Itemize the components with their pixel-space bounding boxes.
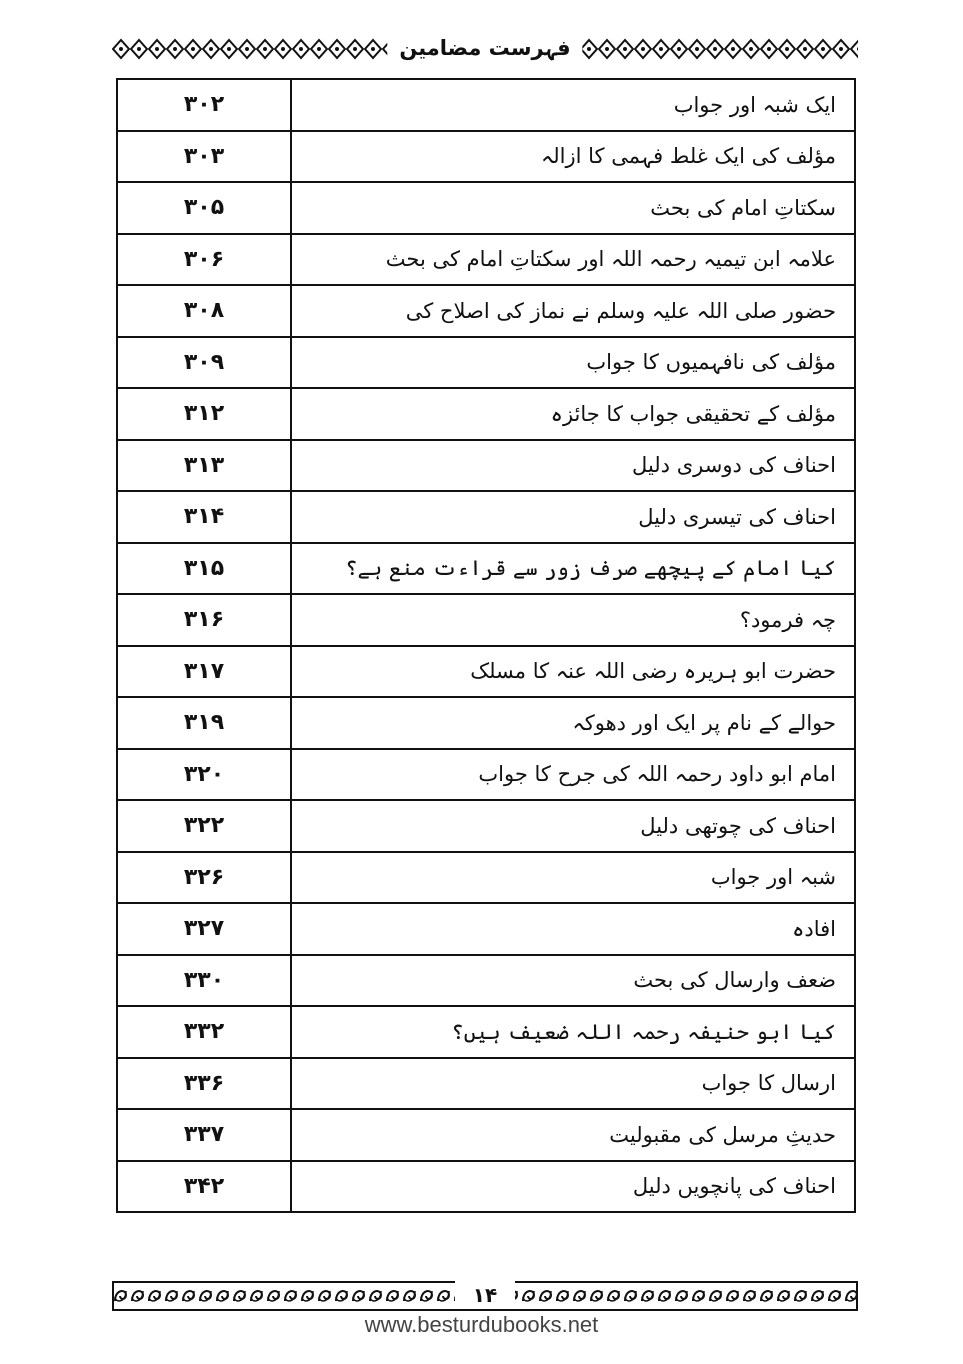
table-row xyxy=(117,79,855,131)
footer-ornament-band xyxy=(112,1281,858,1311)
table-row xyxy=(117,285,855,337)
table-row xyxy=(117,594,855,646)
page-number-cell: ۳۲۶ xyxy=(117,852,291,904)
page-number-cell: ۳۲۲ xyxy=(117,800,291,852)
topic-title-cell: ضعف وارسال کی بحث xyxy=(291,955,855,1007)
table-row xyxy=(117,1006,855,1058)
topic-title-cell: مؤلف کی ایک غلط فہمی کا ازالہ xyxy=(291,131,855,183)
page-number-cell: ۳۱۷ xyxy=(117,646,291,698)
page-number-cell: ۳۱۴ xyxy=(117,491,291,543)
topic-title-cell: مؤلف کی نافہمیوں کا جواب xyxy=(291,337,855,389)
table-row xyxy=(117,543,855,595)
topic-title-cell: مؤلف کے تحقیقی جواب کا جائزہ xyxy=(291,388,855,440)
page-number-cell: ۳۳۶ xyxy=(117,1058,291,1110)
page-number-cell: ۳۰۳ xyxy=(117,131,291,183)
page-title: فہرست مضامین xyxy=(387,34,582,62)
topic-title-cell: سکتاتِ امام کی بحث xyxy=(291,182,855,234)
page-number-cell: ۳۰۲ xyxy=(117,79,291,131)
topic-title-cell: ایک شبہ اور جواب xyxy=(291,79,855,131)
table-row xyxy=(117,1058,855,1110)
page-number-cell: ۳۰۹ xyxy=(117,337,291,389)
table-row xyxy=(117,234,855,286)
page-number: ۱۴ xyxy=(455,1281,515,1309)
table-row xyxy=(117,646,855,698)
page-number-cell: ۳۲۷ xyxy=(117,903,291,955)
table-row xyxy=(117,903,855,955)
table-row xyxy=(117,1109,855,1161)
topic-title-cell: حضرت ابو ہریرہ رضی اللہ عنہ کا مسلک xyxy=(291,646,855,698)
page-number-cell: ۳۰۶ xyxy=(117,234,291,286)
contents-table xyxy=(116,78,856,1213)
table-row xyxy=(117,131,855,183)
table-row xyxy=(117,852,855,904)
page-number-cell: ۳۱۵ xyxy=(117,543,291,595)
table-row xyxy=(117,337,855,389)
page-number-cell: ۳۱۲ xyxy=(117,388,291,440)
table-row xyxy=(117,182,855,234)
topic-title-cell: احناف کی تیسری دلیل xyxy=(291,491,855,543)
topic-title-cell: احناف کی پانچویں دلیل xyxy=(291,1161,855,1213)
page-number-cell: ۳۳۰ xyxy=(117,955,291,1007)
page-number-cell: ۳۱۹ xyxy=(117,697,291,749)
topic-title-cell: امام ابو داود رحمہ اللہ کی جرح کا جواب xyxy=(291,749,855,801)
topic-title-cell: افادہ xyxy=(291,903,855,955)
page-number-cell: ۳۱۶ xyxy=(117,594,291,646)
topic-title-cell: کیا ابو حنیفہ رحمہ اللہ ضعیف ہیں؟ xyxy=(291,1006,855,1058)
topic-title-cell: چہ فرمود؟ xyxy=(291,594,855,646)
table-row xyxy=(117,388,855,440)
table-row xyxy=(117,1161,855,1213)
page-number-cell: ۳۰۸ xyxy=(117,285,291,337)
header-ornament-band xyxy=(112,34,858,64)
page-number-cell: ۳۳۲ xyxy=(117,1006,291,1058)
page-number-cell: ۳۳۷ xyxy=(117,1109,291,1161)
topic-title-cell: حدیثِ مرسل کی مقبولیت xyxy=(291,1109,855,1161)
topic-title-cell: شبہ اور جواب xyxy=(291,852,855,904)
page-number-cell: ۳۱۳ xyxy=(117,440,291,492)
table-row xyxy=(117,800,855,852)
topic-title-cell: حضور صلی اللہ علیہ وسلم نے نماز کی اصلاح کی xyxy=(291,285,855,337)
topic-title-cell: ارسال کا جواب xyxy=(291,1058,855,1110)
topic-title-cell: احناف کی چوتھی دلیل xyxy=(291,800,855,852)
table-row xyxy=(117,955,855,1007)
table-row xyxy=(117,491,855,543)
table-row xyxy=(117,749,855,801)
table-row xyxy=(117,440,855,492)
page-number-cell: ۳۴۲ xyxy=(117,1161,291,1213)
website-watermark: www.besturdubooks.net xyxy=(364,1312,599,1337)
table-row xyxy=(117,697,855,749)
page-number-cell: ۳۰۵ xyxy=(117,182,291,234)
topic-title-cell: احناف کی دوسری دلیل xyxy=(291,440,855,492)
topic-title-cell: حوالے کے نام پر ایک اور دھوکہ xyxy=(291,697,855,749)
topic-title-cell: کیا امام کے پیچھے صرف زور سے قراءت منع ہے؟ xyxy=(291,543,855,595)
page-number-cell: ۳۲۰ xyxy=(117,749,291,801)
topic-title-cell: علامہ ابن تیمیہ رحمہ اللہ اور سکتاتِ امام کی بحث xyxy=(291,234,855,286)
